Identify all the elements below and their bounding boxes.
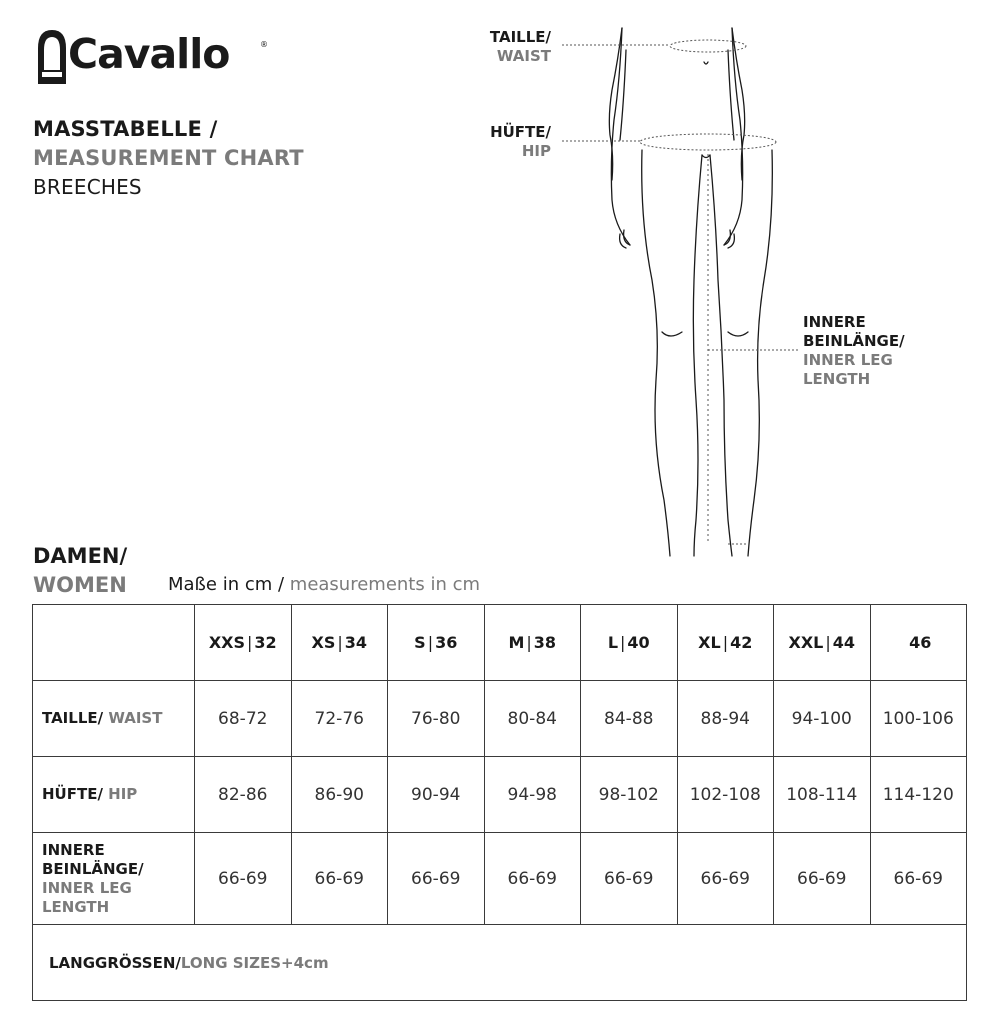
- table-cell: 98-102: [581, 757, 678, 833]
- table-cell: 108-114: [774, 757, 871, 833]
- size-header: L | 40: [581, 605, 678, 681]
- figure-label-waist: TAILLE/ WAIST: [489, 28, 551, 65]
- table-cell: 66-69: [484, 833, 581, 925]
- size-chart-table: [32, 604, 967, 1001]
- stirrup-icon: [32, 26, 72, 90]
- row-label-inner-leg: INNERE BEINLÄNGE/ INNER LEG LENGTH: [33, 833, 195, 925]
- table-cell: 80-84: [484, 681, 581, 757]
- table-cell: 88-94: [677, 681, 774, 757]
- table-cell: 66-69: [581, 833, 678, 925]
- row-label-waist: TAILLE/ WAIST: [33, 681, 195, 757]
- figure-label-inner-leg: INNERE BEINLÄNGE/ INNER LEG LENGTH: [803, 313, 905, 388]
- long-sizes-note: LANGGRÖSSEN/LONG SIZES+4cm: [33, 925, 967, 1001]
- figure-label-hip: HÜFTE/ HIP: [490, 123, 551, 160]
- title-line-de: MASSTABELLE /: [33, 117, 218, 141]
- table-row-long-sizes: [33, 925, 967, 1001]
- table-cell: 66-69: [291, 833, 388, 925]
- table-row-waist: [33, 681, 967, 757]
- page-title: [33, 115, 304, 202]
- units-note: Maße in cm / measurements in cm: [168, 574, 481, 595]
- table-row-inner-leg: [33, 833, 967, 925]
- table-cell: 86-90: [291, 757, 388, 833]
- header-empty-cell: [33, 605, 195, 681]
- table-cell: 72-76: [291, 681, 388, 757]
- table-cell: 100-106: [870, 681, 967, 757]
- table-cell: 94-98: [484, 757, 581, 833]
- size-header: S | 36: [388, 605, 485, 681]
- table-header-row: [33, 605, 967, 681]
- table-cell: 68-72: [195, 681, 292, 757]
- table-cell: 76-80: [388, 681, 485, 757]
- size-header: XS | 34: [291, 605, 388, 681]
- table-cell: 66-69: [870, 833, 967, 925]
- brand-name: Cavallo: [68, 30, 230, 78]
- table-cell: 66-69: [388, 833, 485, 925]
- table-cell: 66-69: [677, 833, 774, 925]
- table-cell: 90-94: [388, 757, 485, 833]
- table-cell: 66-69: [774, 833, 871, 925]
- size-header: XL | 42: [677, 605, 774, 681]
- registered-mark: ®: [260, 40, 268, 49]
- section-heading-women: DAMEN/ WOMEN: [33, 544, 128, 597]
- table-cell: 114-120: [870, 757, 967, 833]
- size-header: XXS | 32: [195, 605, 292, 681]
- row-label-hip: HÜFTE/ HIP: [33, 757, 195, 833]
- table-row-hip: [33, 757, 967, 833]
- size-header: M | 38: [484, 605, 581, 681]
- body-figure-illustration: [560, 20, 800, 560]
- size-header: 46: [870, 605, 967, 681]
- table-cell: 82-86: [195, 757, 292, 833]
- table-cell: 94-100: [774, 681, 871, 757]
- title-line-en: MEASUREMENT CHART: [33, 146, 304, 170]
- table-cell: 84-88: [581, 681, 678, 757]
- table-cell: 102-108: [677, 757, 774, 833]
- size-header: XXL | 44: [774, 605, 871, 681]
- title-product: BREECHES: [33, 175, 142, 199]
- table-cell: 66-69: [195, 833, 292, 925]
- cavallo-logo: [32, 26, 272, 90]
